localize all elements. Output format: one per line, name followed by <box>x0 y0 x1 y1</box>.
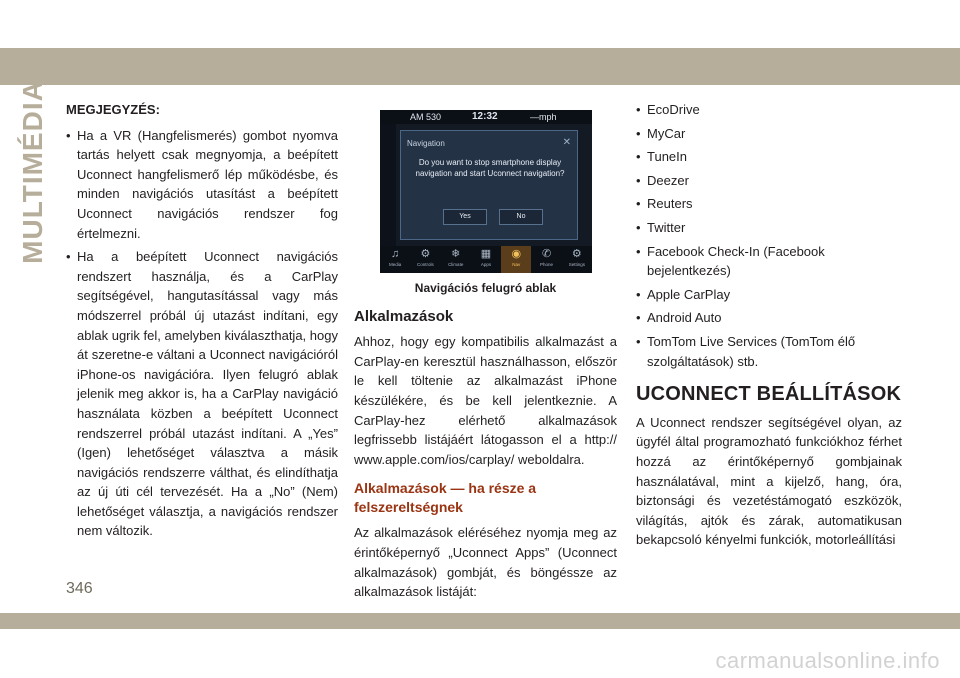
header-band <box>0 48 960 85</box>
screen-temp: —mph <box>530 112 557 122</box>
close-icon[interactable]: ✕ <box>562 137 571 148</box>
screen-dock <box>380 246 592 273</box>
dock-label: Nav <box>512 262 521 267</box>
column-middle <box>354 104 617 602</box>
dock-media[interactable] <box>380 246 410 273</box>
climate-icon: ❄ <box>451 248 461 260</box>
figure-caption: Navigációs felugró ablak <box>414 281 557 295</box>
navigation-icon: ◉ <box>511 248 522 260</box>
dock-nav[interactable] <box>501 246 531 273</box>
app-list-item: • MyCar <box>636 124 902 144</box>
navigation-popup <box>400 130 578 240</box>
settings-paragraph: A Uconnect rendszer segítségével olyan, az ügyfél által programozható funkciókhoz férhet hozzá az érintőképernyő gombjainak használatával, mint a kijelző, hang, óra, biztonsági és vezetéstámogató eszközök, világítás, ajtók és zárak, automatikusan bekapcsoló kényelmi funkciók, motorleállítási <box>636 414 902 548</box>
apps-heading: Alkalmazások <box>354 307 454 325</box>
phone-icon: ✆ <box>541 248 552 260</box>
dock-controls[interactable] <box>410 246 440 273</box>
navigation-popup-figure <box>380 110 592 273</box>
app-list-item: • Facebook Check-In (Facebook bejelentkezés) <box>636 242 902 281</box>
yes-button[interactable]: Yes <box>443 209 487 225</box>
apps-icon: ▦ <box>480 248 492 260</box>
popup-title: Navigation <box>407 139 445 148</box>
top-margin <box>0 0 960 48</box>
screen-side-panel <box>380 124 396 246</box>
popup-message: Do you want to stop smartphone display navigation and start Uconnect navigation? <box>415 158 565 178</box>
app-list-item: • Reuters <box>636 194 902 214</box>
app-list-item: • TomTom Live Services (TomTom élő szolgáltatások) stb. <box>636 332 902 371</box>
settings-heading: UCONNECT BEÁLLÍTÁSOK <box>636 383 902 406</box>
dock-settings[interactable] <box>562 246 592 273</box>
controls-icon: ⚙ <box>420 248 431 260</box>
dock-label: Apps <box>480 262 492 267</box>
dock-apps[interactable] <box>471 246 501 273</box>
section-tab <box>14 80 52 264</box>
settings-icon: ⚙ <box>571 248 582 260</box>
app-list-item: • TuneIn <box>636 147 902 167</box>
dock-label: Controls <box>417 262 434 267</box>
note-heading: MEGJEGYZÉS: <box>66 102 160 117</box>
app-list-item: • Twitter <box>636 218 902 238</box>
apps-paragraph: Ahhoz, hogy egy kompatibilis alkalmazást a CarPlay-en keresztül használhasson, először le kell töltenie az alkalmazást iPhone készülékére, és be kell jelentkeznie. A CarPlay-hez elérhető alkalmazások legfrissebb listájáért látogasson el a http:// www.apple.com/ios/carplay/ weboldalra. <box>354 334 617 467</box>
app-list-item: • Deezer <box>636 171 902 191</box>
no-button[interactable]: No <box>499 209 543 225</box>
app-list-item: • EcoDrive <box>636 100 902 120</box>
screen-status-bar <box>380 110 592 124</box>
radio-station: AM 530 <box>410 112 442 122</box>
note-bullet: • Ha a beépített Uconnect navigációs rendszert használja, és a CarPlay segítségével, hangutasítással vagy más módszerrel próbál új utazást indítani, egy ablak ugrik fel, amelyben kiválaszthatja, hogy át szeretne-e váltani a Uconnect navigációról iPhone-os navigációra. Ilyen felugró ablak jelenik meg akkor is, ha a CarPlay navigáció használata közben a beépített Uconnect rendszerrel próbál utazást indítani. A „Yes” (Igen) lehetőséget választva a másik navigációs rendszerre válthat, és elindíthatja az új úti cél tervezését. Ha a „No” (Nem) lehetőséget választja, a navigációs rendszer nem változik. <box>66 247 338 541</box>
column-right <box>636 100 902 550</box>
dock-label: Phone <box>540 262 554 267</box>
dock-phone[interactable] <box>531 246 561 273</box>
watermark: carmanualsonline.info <box>715 648 940 673</box>
dock-label: Media <box>389 262 402 267</box>
column-left <box>66 100 338 545</box>
footer-band <box>0 613 960 629</box>
screen-clock: 12:32 <box>472 111 498 122</box>
dock-label: Settings <box>568 262 585 267</box>
dock-climate[interactable] <box>441 246 471 273</box>
music-icon: ♫ <box>391 248 400 260</box>
apps-equipped-paragraph: Az alkalmazások eléréséhez nyomja meg az érintőképernyő „Uconnect Apps” (Uconnect alkalmazások) gombját, és böngéssze az alkalmazások listáját: <box>354 525 617 600</box>
page-number: 346 <box>66 580 93 597</box>
apps-equipped-heading: Alkalmazások — ha része a felszereltségnek <box>354 480 537 516</box>
app-list-item: • Apple CarPlay <box>636 285 902 305</box>
dock-label: Climate <box>448 262 464 267</box>
note-bullet: • Ha a VR (Hangfelismerés) gombot nyomva tartás helyett csak megnyomja, a beépített Uconnect hangfelismerő lép működésbe, és minden navigációs utasítást a beépített Uconnect navigációs rendszer fog értelmezni. <box>66 126 338 244</box>
app-list-item: • Android Auto <box>636 308 902 328</box>
section-tab-label: MULTIMÉDIA <box>17 80 48 264</box>
